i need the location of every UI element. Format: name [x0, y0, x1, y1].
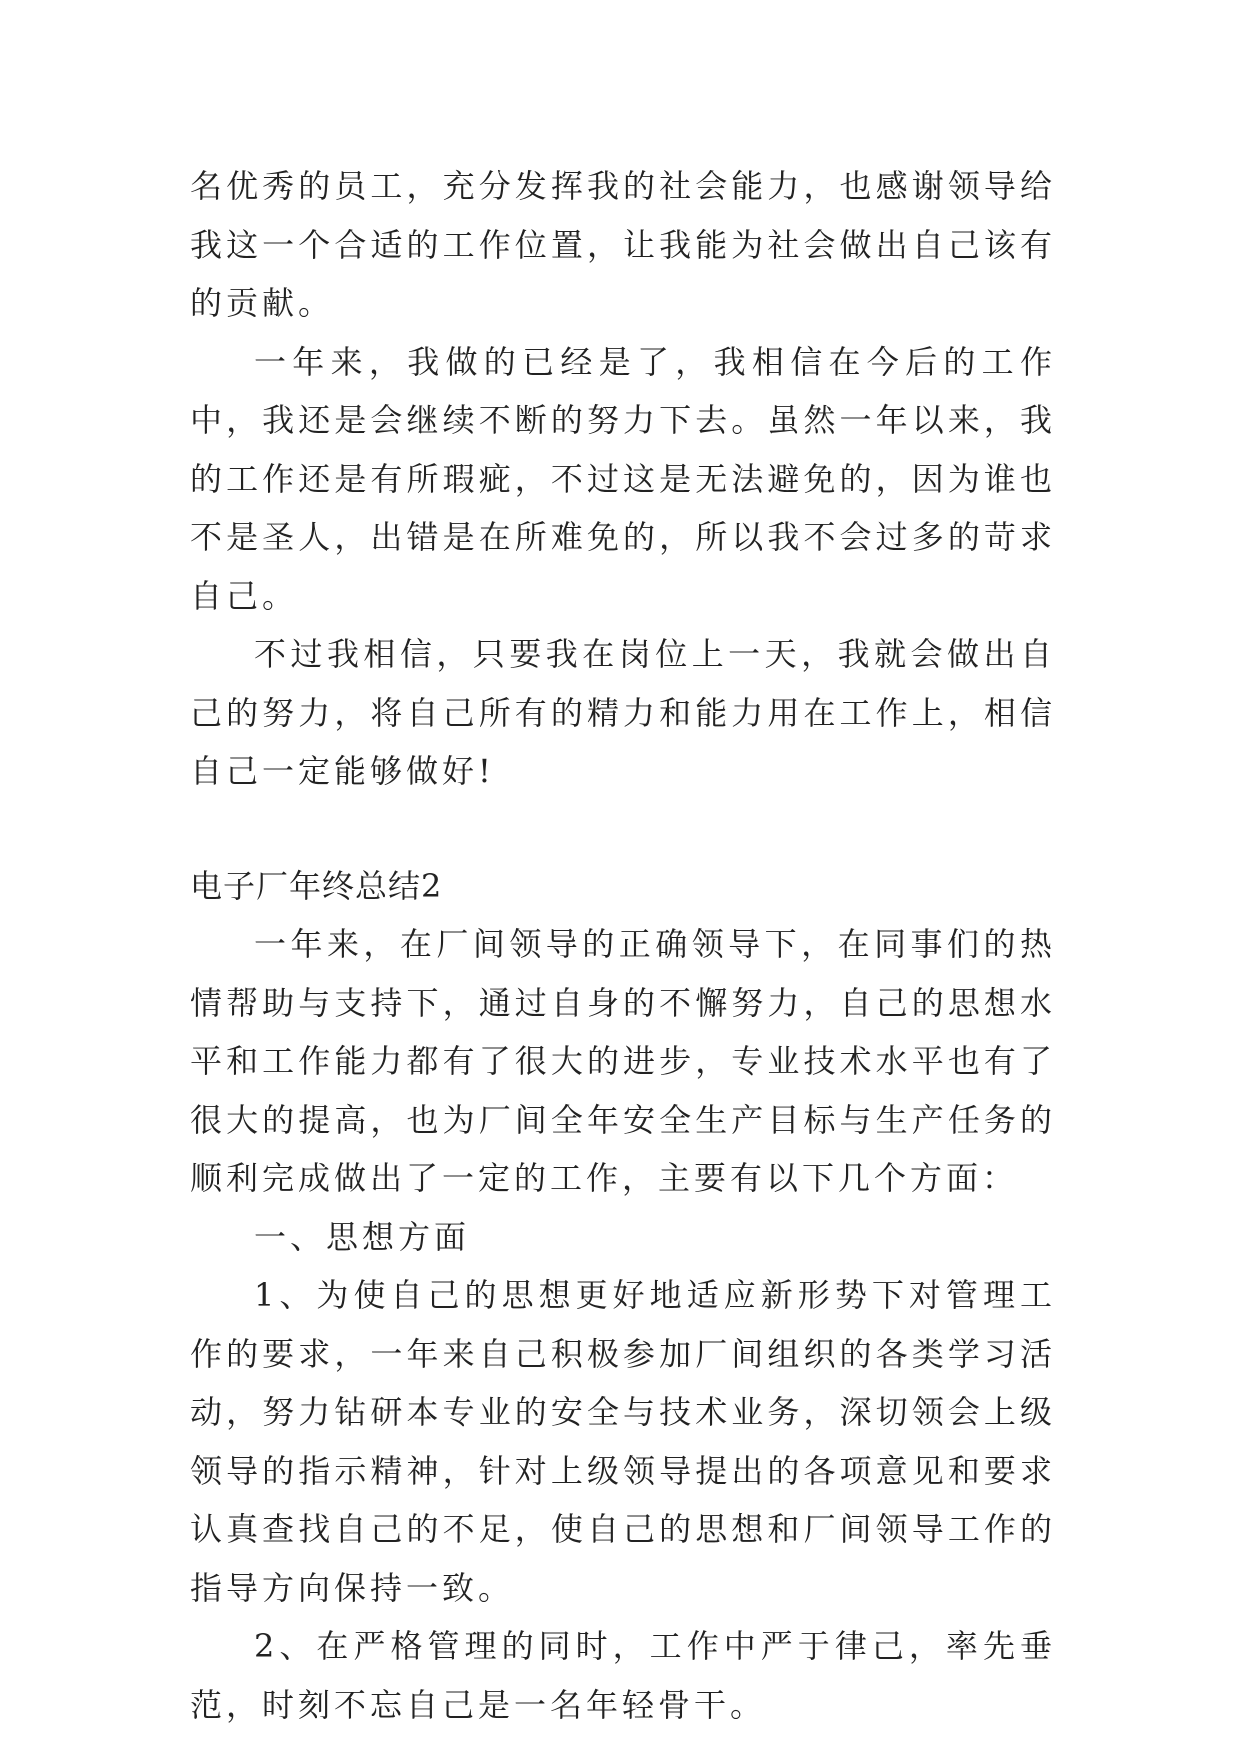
section-title: 电子厂年终总结2: [190, 866, 443, 905]
paragraph-continuation: 名优秀的员工，充分发挥我的社会能力，也感谢领导给我这一个合适的工作位置，让我能为社会做出自己该有的贡献。: [190, 167, 1056, 322]
paragraph-year-effort: 一年来，我做的已经是了，我相信在今后的工作中，我还是会继续不断的努力下去。虽然一年以来，我的工作还是有所瑕疵，不过这是无法避免的，因为谁也不是圣人，出错是在所难免的，所以我不会过多的苛求自己。: [190, 342, 1056, 615]
subheading-thought: 一、思想方面: [254, 1217, 471, 1256]
paragraph-item-1: 1、为使自己的思想更好地适应新形势下对管理工作的要求，一年来自己积极参加厂间组织的各类学习活动，努力钻研本专业的安全与技术业务，深切领会上级领导的指示精神，针对上级领导提出的各项意见和要求认真查找自己的不足，使自己的思想和厂间领导工作的指导方向保持一致。: [190, 1276, 1056, 1607]
paragraph-item-2: 2、在严格管理的同时，工作中严于律己，率先垂范，时刻不忘自己是一名年轻骨干。: [190, 1627, 1056, 1724]
paragraph-belief: 不过我相信，只要我在岗位上一天，我就会做出自己的努力，将自己所有的精力和能力用在工作上，相信自己一定能够做好!: [190, 635, 1056, 790]
document-body: [190, 157, 1056, 1734]
paragraph-intro: 一年来，在厂间领导的正确领导下，在同事们的热情帮助与支持下，通过自身的不懈努力，自己的思想水平和工作能力都有了很大的进步，专业技术水平也有了很大的提高，也为厂间全年安全生产目标与生产任务的顺利完成做出了一定的工作，主要有以下几个方面：: [190, 925, 1056, 1197]
